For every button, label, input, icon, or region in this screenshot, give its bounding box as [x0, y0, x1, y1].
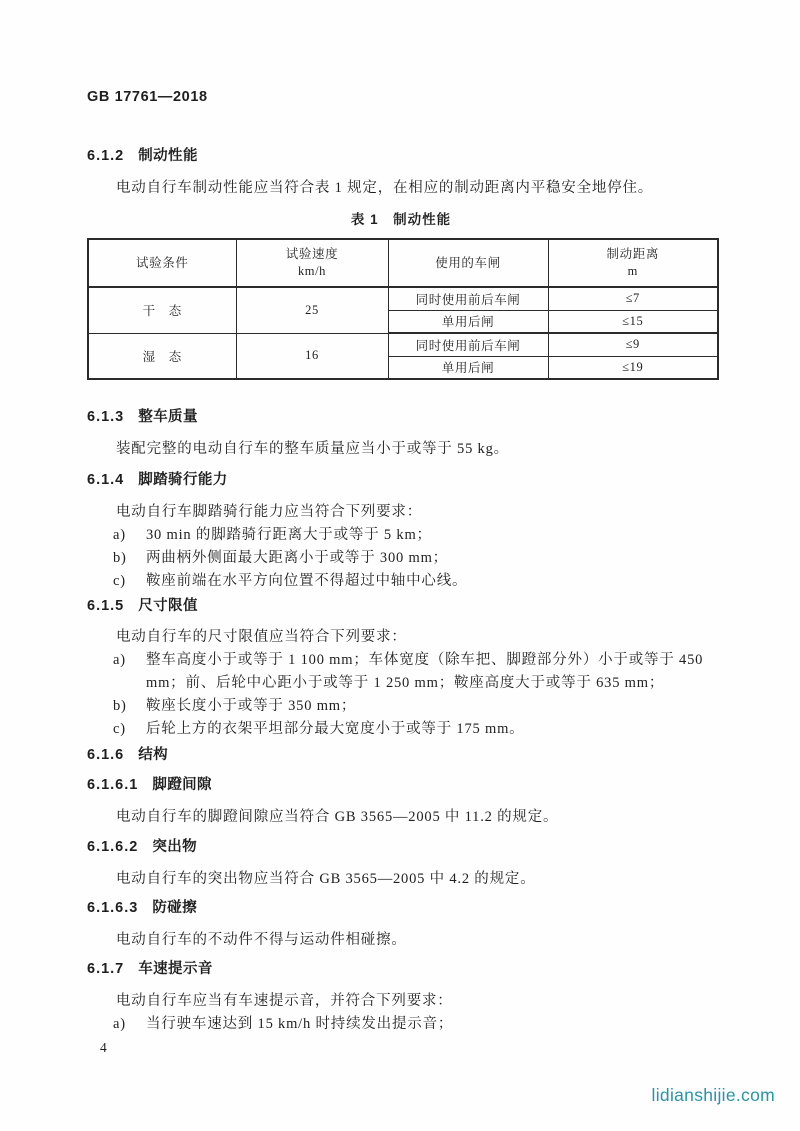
- cell-distance: ≤15: [548, 310, 718, 333]
- list-item-text: 整车高度小于或等于 1 100 mm；车体宽度（除车把、脚蹬部分外）小于或等于 450 mm；前、后轮中心距小于或等于 1 250 mm；鞍座高度大于或等于 635 mm；: [146, 652, 704, 691]
- heading-title: 整车质量: [138, 409, 198, 425]
- list-item: [87, 570, 715, 593]
- paragraph-6-1-5: 电动自行车的尺寸限值应当符合下列要求：: [116, 629, 407, 645]
- header-text: 使用的车闸: [435, 255, 501, 270]
- list-item-label: a): [113, 652, 126, 668]
- heading-title: 制动性能: [138, 148, 198, 164]
- heading-title: 结构: [138, 747, 169, 763]
- list-item-text: 30 min 的脚踏骑行距离大于或等于 5 km；: [146, 527, 432, 543]
- heading-number: 6.1.6.3: [87, 900, 139, 916]
- cell-distance: ≤19: [548, 356, 718, 379]
- heading-number: 6.1.5: [87, 598, 125, 614]
- cell-condition-wet: 湿 态: [88, 333, 236, 379]
- header-unit: km/h: [297, 264, 327, 278]
- list-item: [87, 649, 715, 695]
- heading-6-1-6-2: [87, 838, 715, 857]
- paragraph-6-1-3: 装配完整的电动自行车的整车质量应当小于或等于 55 kg。: [116, 441, 509, 457]
- heading-number: 6.1.6.1: [87, 777, 139, 793]
- heading-6-1-7: [87, 960, 715, 979]
- col-header-braking-distance: [548, 239, 718, 287]
- heading-number: 6.1.6.2: [87, 839, 139, 855]
- heading-6-1-6-3: [87, 899, 715, 918]
- heading-number: 6.1.2: [87, 148, 125, 164]
- cell-speed-dry: 25: [236, 287, 388, 333]
- heading-title: 防碰擦: [152, 900, 198, 916]
- page-number: 4: [100, 1040, 108, 1055]
- heading-6-1-5: [87, 597, 715, 616]
- paragraph-6-1-7: 电动自行车应当有车速提示音，并符合下列要求：: [116, 993, 453, 1009]
- paragraph-6-1-2: 电动自行车制动性能应当符合表 1 规定，在相应的制动距离内平稳安全地停住。: [116, 180, 654, 196]
- heading-number: 6.1.4: [87, 472, 125, 488]
- list-item-label: a): [113, 1016, 126, 1032]
- cell-brake: 同时使用前后车闸: [388, 333, 548, 356]
- list-item-text: 鞍座长度小于或等于 350 mm；: [146, 698, 357, 714]
- list-item: [87, 1013, 715, 1036]
- cell-distance: ≤9: [548, 333, 718, 356]
- heading-number: 6.1.7: [87, 961, 125, 977]
- heading-number: 6.1.6: [87, 747, 125, 763]
- list-item: [87, 695, 715, 718]
- header-text: 试验条件: [136, 255, 189, 270]
- list-item-label: c): [113, 721, 126, 737]
- standard-code: GB 17761—2018: [87, 89, 208, 105]
- heading-title: 脚踏骑行能力: [138, 472, 228, 488]
- list-item-label: b): [113, 550, 127, 566]
- cell-brake: 单用后闸: [388, 356, 548, 379]
- list-item: [87, 524, 715, 547]
- heading-title: 车速提示音: [138, 961, 213, 977]
- cell-brake: 单用后闸: [388, 310, 548, 333]
- col-header-test-condition: [88, 239, 236, 287]
- table-row: [88, 333, 718, 356]
- list-item: [87, 718, 715, 741]
- paragraph-6-1-4: 电动自行车脚踏骑行能力应当符合下列要求：: [116, 504, 422, 520]
- list-6-1-5: [87, 649, 715, 741]
- list-item-text: 两曲柄外侧面最大距离小于或等于 300 mm；: [146, 550, 448, 566]
- heading-6-1-2: [87, 147, 715, 166]
- heading-6-1-4: [87, 471, 715, 490]
- table-row: [88, 287, 718, 310]
- paragraph-6-1-6-3: 电动自行车的不动件不得与运动件相碰擦。: [116, 932, 407, 948]
- list-6-1-4: [87, 524, 715, 593]
- cell-brake: 同时使用前后车闸: [388, 287, 548, 310]
- list-item-text: 后轮上方的衣架平坦部分最大宽度小于或等于 175 mm。: [146, 721, 525, 737]
- list-item: [87, 547, 715, 570]
- cell-condition-dry: 干 态: [88, 287, 236, 333]
- watermark: lidianshijie.com: [651, 1085, 775, 1105]
- list-6-1-7: [87, 1013, 715, 1036]
- list-item-label: b): [113, 698, 127, 714]
- col-header-brake-used: [388, 239, 548, 287]
- header-text: 制动距离: [606, 247, 659, 261]
- table-caption: 表 1 制动性能: [350, 212, 452, 227]
- list-item-text: 鞍座前端在水平方向位置不得超过中轴中心线。: [146, 573, 468, 589]
- heading-number: 6.1.3: [87, 409, 125, 425]
- list-item-text: 当行驶车速达到 15 km/h 时持续发出提示音；: [146, 1016, 454, 1032]
- header-text: 试验速度: [285, 247, 339, 261]
- list-item-label: a): [113, 527, 126, 543]
- cell-distance: ≤7: [548, 287, 718, 310]
- col-header-test-speed: [236, 239, 388, 287]
- heading-6-1-6-1: [87, 776, 715, 795]
- braking-performance-table: [87, 238, 719, 380]
- cell-speed-wet: 16: [236, 333, 388, 379]
- heading-6-1-3: [87, 408, 715, 427]
- heading-6-1-6: [87, 746, 715, 765]
- heading-title: 尺寸限值: [138, 598, 198, 614]
- table-header-row: [88, 239, 718, 287]
- header-unit: m: [627, 264, 638, 278]
- list-item-label: c): [113, 573, 126, 589]
- paragraph-6-1-6-2: 电动自行车的突出物应当符合 GB 3565—2005 中 4.2 的规定。: [116, 871, 536, 887]
- heading-title: 突出物: [152, 839, 198, 855]
- heading-title: 脚蹬间隙: [152, 777, 212, 793]
- paragraph-6-1-6-1: 电动自行车的脚蹬间隙应当符合 GB 3565—2005 中 11.2 的规定。: [116, 809, 559, 825]
